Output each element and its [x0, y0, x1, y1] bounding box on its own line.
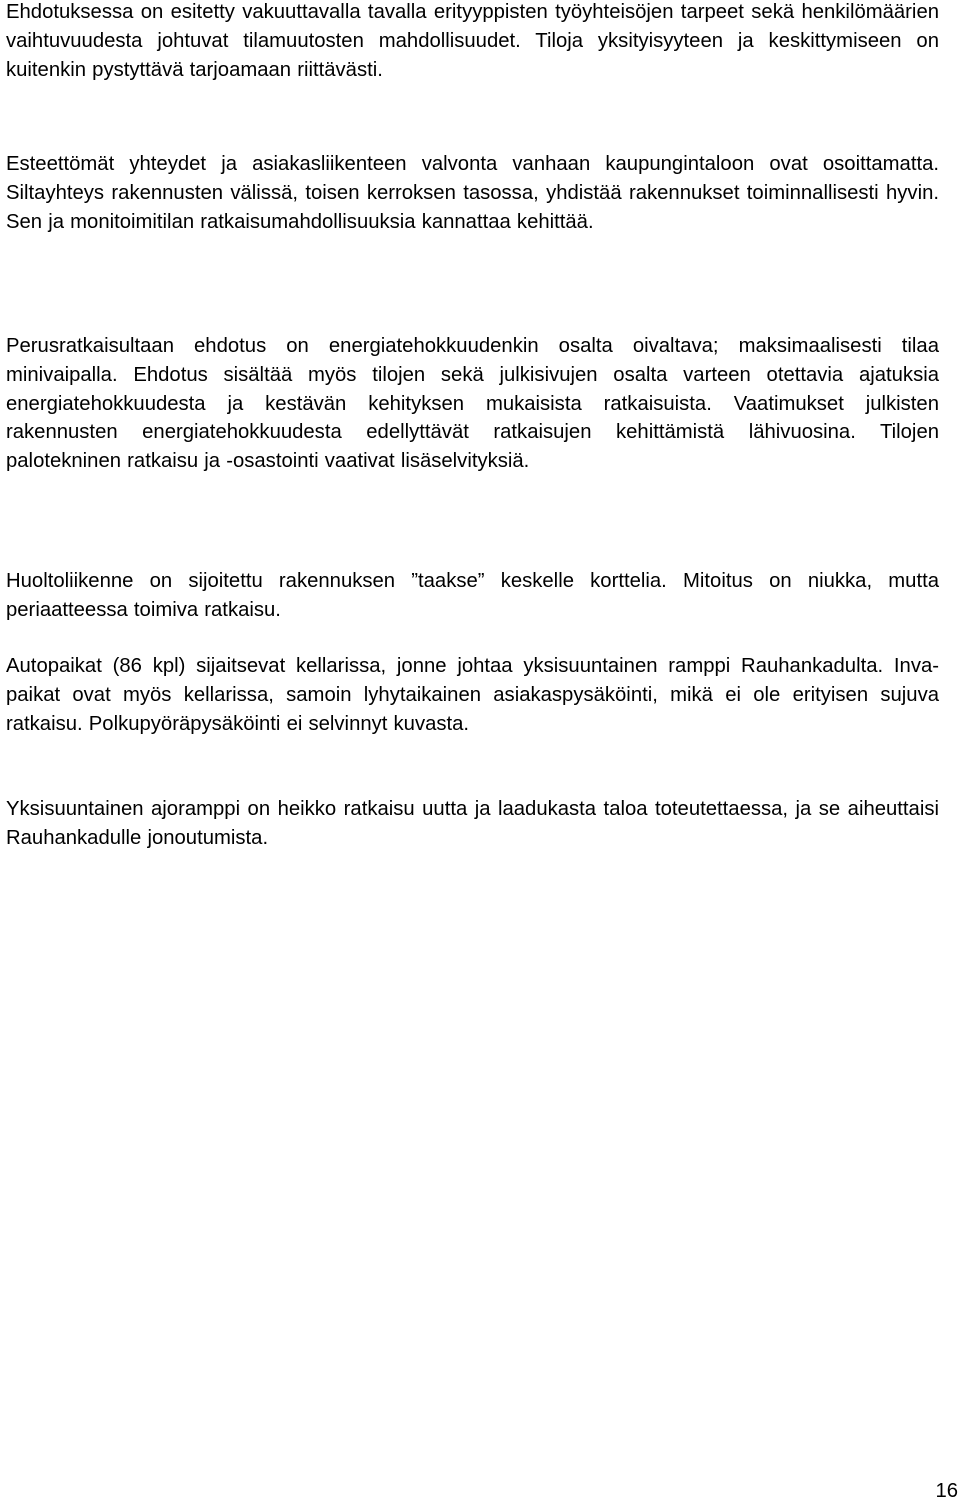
paragraph-energy-efficiency: Perusratkaisultaan ehdotus on energiatehokkuudenkin osalta oivaltava; maksimaalisesti tilaa minivaipalla. Ehdotus sisältää myös tilojen sekä julkisivujen osalta varteen otettavia ajatuksia energiatehokkuudesta ja kestävän kehityksen mukaisista ratkaisuista. Vaatimukset julkisten rakennusten energiatehokkuudesta edellyttävät ratkaisujen kehittämistä lähivuosina. Tilojen palotekninen ratkaisu ja -osastointi vaativat lisäselvityksiä.	[6, 335, 939, 473]
paragraph-accessibility-connections: Esteettömät yhteydet ja asiakasliikenteen valvonta vanhaan kaupungintaloon ovat osoittamatta. Siltayhteys rakennusten välissä, toisen kerroksen tasossa, yhdistää rakennukset toiminnallisesti hyvin. Sen ja monitoimitilan ratkaisumahdollisuuksia kannattaa kehittää.	[6, 153, 939, 233]
paragraph-service-traffic: Huoltoliikenne on sijoitettu rakennuksen ”taakse” keskelle korttelia. Mitoitus on niukka, mutta periaatteessa toimiva ratkaisu.	[6, 570, 939, 621]
paragraph-ramp: Yksisuuntainen ajoramppi on heikko ratkaisu uutta ja laadukasta taloa toteutettaessa, ja se aiheuttaisi Rauhankadulle jonoutumista.	[6, 798, 939, 849]
paragraph-workspace-needs: Ehdotuksessa on esitetty vakuuttavalla tavalla erityyppisten työyhteisöjen tarpeet sekä henkilömäärien vaihtuvuudesta johtuvat tilamuutosten mahdollisuudet. Tiloja yksityisyyteen ja keskittymiseen on kuitenkin pystyttävä tarjoamaan riittävästi.	[6, 1, 939, 81]
paragraph-parking: Autopaikat (86 kpl) sijaitsevat kellarissa, jonne johtaa yksisuuntainen ramppi Rauhankadulta. Inva-paikat ovat myös kellarissa, samoin lyhytaikainen asiakaspysäköinti, mikä ei ole erityisen sujuva ratkaisu. Polkupyöräpysäköinti ei selvinnyt kuvasta.	[6, 655, 939, 735]
page-number: 16	[935, 1480, 958, 1502]
